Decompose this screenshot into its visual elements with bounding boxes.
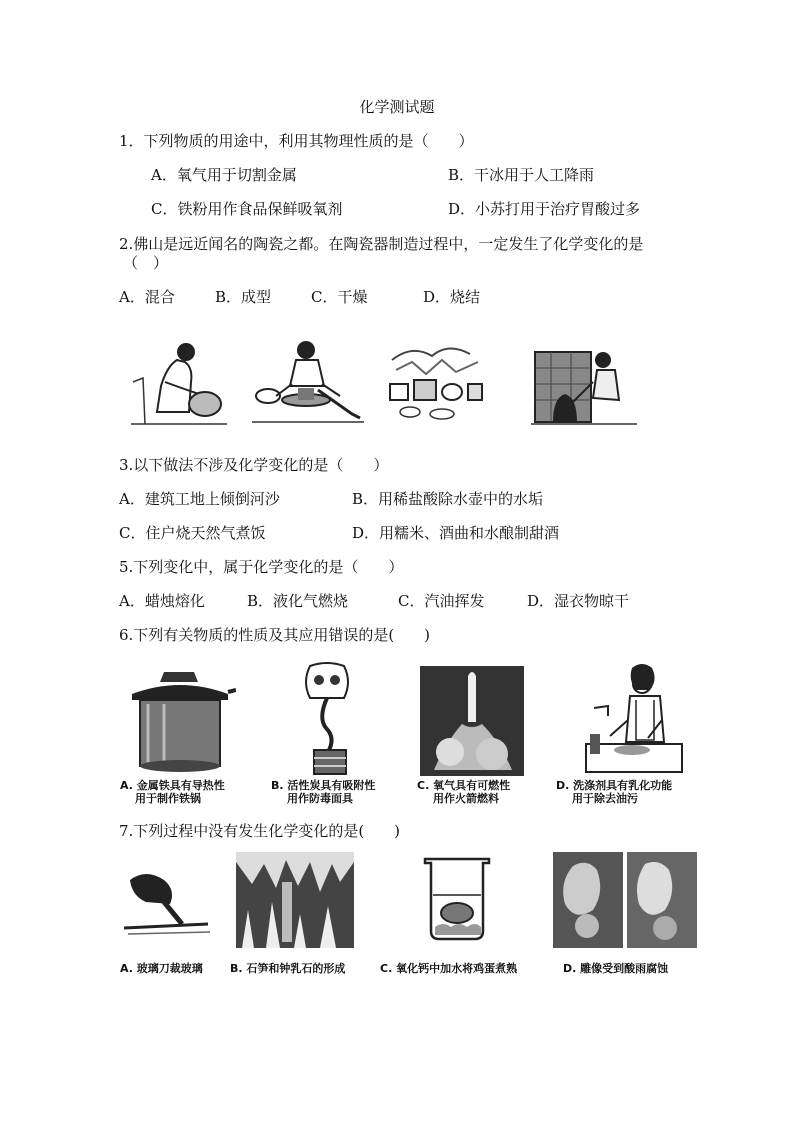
q2-option-d: D．烧结 bbox=[423, 288, 481, 306]
q3-option-a: A．建筑工地上倾倒河沙 bbox=[119, 490, 280, 508]
q2-option-b: B．成型 bbox=[215, 288, 272, 306]
acid-rain-statue-icon bbox=[553, 852, 697, 948]
q1-option-a: A．氧气用于切割金属 bbox=[151, 166, 297, 184]
q3-option-d: D．用糯米、酒曲和水酿制甜酒 bbox=[352, 524, 560, 542]
q3-option-c: C．住户烧天然气煮饭 bbox=[119, 524, 266, 542]
q1-option-c: C．铁粉用作食品保鲜吸氧剂 bbox=[151, 200, 343, 218]
q7-caption-b: B. 石笋和钟乳石的形成 bbox=[230, 962, 346, 975]
stalactite-cave-icon bbox=[236, 852, 354, 948]
q6-caption-c-line1: C. 氧气具有可燃性 bbox=[417, 779, 511, 792]
q6-caption-c-line2: 用作火箭燃料 bbox=[433, 792, 499, 805]
beaker-egg-icon bbox=[417, 855, 497, 945]
page-title: 化学测试题 bbox=[359, 98, 435, 116]
pressure-cooker-icon bbox=[124, 664, 236, 776]
q5-stem: 5.下列变化中，属于化学变化的是（ ） bbox=[119, 558, 404, 576]
q5-option-a: A．蜡烛熔化 bbox=[119, 592, 205, 610]
q7-stem: 7.下列过程中没有发生化学变化的是( ) bbox=[119, 822, 401, 840]
q3-option-b: B．用稀盐酸除水壶中的水垢 bbox=[352, 490, 544, 508]
q7-caption-d: D. 雕像受到酸雨腐蚀 bbox=[563, 962, 669, 975]
q6-caption-b-line2: 用作防毒面具 bbox=[287, 792, 353, 805]
q6-stem: 6.下列有关物质的性质及其应用错误的是( ) bbox=[119, 626, 431, 644]
q1-option-d: D．小苏打用于治疗胃酸过多 bbox=[448, 200, 641, 218]
q2-stem: 2.佛山是远近闻名的陶瓷之都。在陶瓷器制造过程中，一定发生了化学变化的是 bbox=[119, 235, 644, 253]
q2-option-a: A．混合 bbox=[119, 288, 175, 306]
q7-caption-c: C. 氧化钙中加水将鸡蛋煮熟 bbox=[380, 962, 518, 975]
q5-option-c: C．汽油挥发 bbox=[398, 592, 485, 610]
q5-option-d: D．湿衣物晾干 bbox=[527, 592, 630, 610]
q5-option-b: B．液化气燃烧 bbox=[247, 592, 349, 610]
q1-stem: 1．下列物质的用途中，利用其物理性质的是（ ） bbox=[119, 132, 474, 150]
q1-option-b: B．干冰用于人工降雨 bbox=[448, 166, 595, 184]
q6-caption-b-line1: B. 活性炭具有吸附性 bbox=[271, 779, 376, 792]
rocket-launch-icon bbox=[420, 666, 524, 776]
gas-mask-icon bbox=[296, 662, 358, 776]
q6-caption-a-line2: 用于制作铁锅 bbox=[135, 792, 201, 805]
kiln-firing-icon bbox=[531, 338, 637, 428]
q3-stem: 3.以下做法不涉及化学变化的是（ ） bbox=[119, 456, 389, 474]
q2-option-c: C．干燥 bbox=[311, 288, 368, 306]
drying-pottery-icon bbox=[382, 340, 488, 424]
q6-caption-a-line1: A. 金属铁具有导热性 bbox=[120, 779, 225, 792]
glass-cutter-icon bbox=[124, 862, 210, 942]
kneading-clay-icon bbox=[131, 338, 227, 426]
q7-caption-a: A. 玻璃刀裁玻璃 bbox=[120, 962, 203, 975]
pottery-wheel-icon bbox=[252, 338, 364, 426]
q6-caption-d-line2: 用于除去油污 bbox=[572, 792, 638, 805]
q6-caption-d-line1: D. 洗涤剂具有乳化功能 bbox=[556, 779, 673, 792]
dishwashing-icon bbox=[580, 660, 686, 776]
q2-paren: （ ） bbox=[123, 254, 169, 272]
